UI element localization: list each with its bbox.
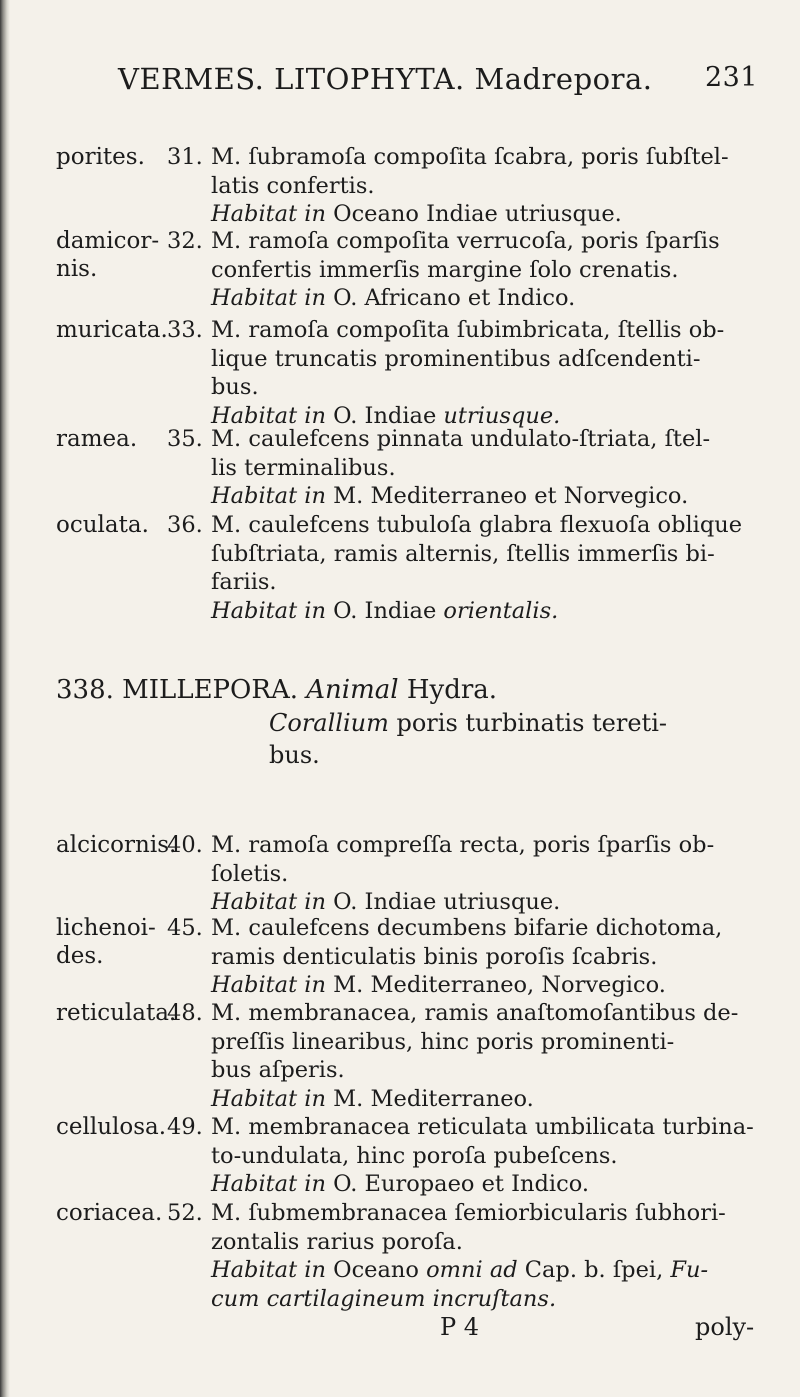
page-number: 231 bbox=[704, 62, 758, 93]
species-entry bbox=[167, 425, 767, 511]
species-name: porites. bbox=[56, 144, 145, 170]
genus-heading bbox=[56, 673, 756, 771]
species-name: lichenoi- des. bbox=[56, 915, 156, 969]
species-name: reticulata. bbox=[56, 1000, 177, 1026]
animal-name: Hydra. bbox=[406, 675, 498, 705]
entry-number: 49. bbox=[167, 1114, 203, 1140]
entry-description: M. caulefcens tubuloſa glabra flexuoſa oblique ſubſtriata, ramis alternis, ſtellis immerſis bi- fariis. bbox=[211, 512, 743, 595]
coral-description bbox=[56, 707, 756, 771]
entry-habitat: Habitat in Oceano omni ad Cap. b. ſpei, Fu- cum cartilagineum incruſtans. bbox=[211, 1257, 709, 1312]
entry-habitat: Habitat in O. Africano et Indico. bbox=[211, 285, 576, 311]
entry-description: M. ramoſa compreſſa recta, poris ſparſis ob- ſoletis. bbox=[211, 832, 715, 887]
coral-label: Corallium bbox=[269, 709, 389, 737]
species-name: muricata. bbox=[56, 317, 168, 343]
entry-number: 32. bbox=[167, 228, 203, 254]
entry-description: M. ramoſa compoſita ſubimbricata, ſtellis ob- lique truncatis prominentibus adſcendenti- bus. bbox=[211, 317, 725, 400]
entry-number: 33. bbox=[167, 317, 203, 343]
entry-number: 35. bbox=[167, 426, 203, 452]
entry-habitat: Habitat in O. Indiae orientalis. bbox=[211, 597, 559, 624]
entry-number: 45. bbox=[167, 915, 203, 941]
species-name: cellulosa. bbox=[56, 1114, 167, 1140]
genus-name: MILLEPORA. bbox=[122, 675, 298, 705]
entry-description: M. caulefcens pinnata undulato-ſtriata, ſtel- lis terminalibus. bbox=[211, 426, 711, 481]
species-name: damicor- nis. bbox=[56, 228, 160, 282]
entry-number: 31. bbox=[167, 144, 203, 170]
signature-mark: P 4 bbox=[440, 1313, 480, 1341]
catchword: poly- bbox=[695, 1313, 755, 1341]
species-entry bbox=[167, 227, 767, 313]
species-name: coriacea. bbox=[56, 1200, 163, 1226]
entry-habitat: Habitat in O. Europaeo et Indico. bbox=[211, 1171, 589, 1197]
entry-description: M. ſubmembranacea ſemiorbicularis ſubhori- zontalis rarius poroſa. bbox=[211, 1200, 726, 1255]
species-entry bbox=[167, 999, 767, 1113]
species-name: oculata. bbox=[56, 512, 149, 538]
header-title: VERMES. LITOPHYTA. Madrepora. bbox=[118, 62, 653, 96]
running-header bbox=[118, 62, 758, 96]
species-entry bbox=[167, 914, 767, 1000]
entry-habitat: Habitat in Oceano Indiae utriusque. bbox=[211, 201, 622, 227]
species-entry bbox=[167, 511, 767, 625]
entry-number: 36. bbox=[167, 512, 203, 538]
species-entry bbox=[167, 316, 767, 430]
species-entry bbox=[167, 143, 767, 229]
species-entry bbox=[167, 1113, 767, 1199]
entry-habitat: Habitat in M. Mediterraneo et Norvegico. bbox=[211, 483, 689, 509]
entry-description: M. ramoſa compoſita verrucoſa, poris ſparſis confertis immerſis margine ſolo crenatis. bbox=[211, 228, 720, 283]
entry-description: M. membranacea reticulata umbilicata turbina- to-undulata, hinc poroſa pubeſcens. bbox=[211, 1114, 754, 1169]
entry-habitat: Habitat in O. Indiae utriusque. bbox=[211, 402, 561, 429]
species-name: ramea. bbox=[56, 426, 138, 452]
page-spine-shadow bbox=[0, 0, 10, 1397]
entry-habitat: Habitat in M. Mediterraneo, Norvegico. bbox=[211, 972, 666, 998]
species-entry bbox=[167, 831, 767, 917]
entry-description: M. caulefcens decumbens bifarie dichotoma, ramis denticulatis binis poroſis ſcabris. bbox=[211, 915, 723, 970]
coral-text: poris turbinatis tereti- bus. bbox=[269, 709, 667, 769]
genus-number: 338. bbox=[56, 675, 114, 705]
entry-habitat: Habitat in O. Indiae utriusque. bbox=[211, 889, 561, 915]
entry-number: 52. bbox=[167, 1200, 203, 1226]
entry-habitat: Habitat in M. Mediterraneo. bbox=[211, 1085, 534, 1112]
entry-description: M. membranacea, ramis anaſtomoſantibus de- preſſis linearibus, hinc poris prominenti- bus aſperis. bbox=[211, 1000, 739, 1083]
entry-description: M. ſubramoſa compoſita ſcabra, poris ſubſtel- latis confertis. bbox=[211, 144, 729, 199]
entry-number: 48. bbox=[167, 1000, 203, 1026]
species-name: alcicornis. bbox=[56, 832, 177, 858]
species-entry bbox=[167, 1199, 767, 1313]
animal-label: Animal bbox=[306, 675, 399, 705]
entry-number: 40. bbox=[167, 832, 203, 858]
